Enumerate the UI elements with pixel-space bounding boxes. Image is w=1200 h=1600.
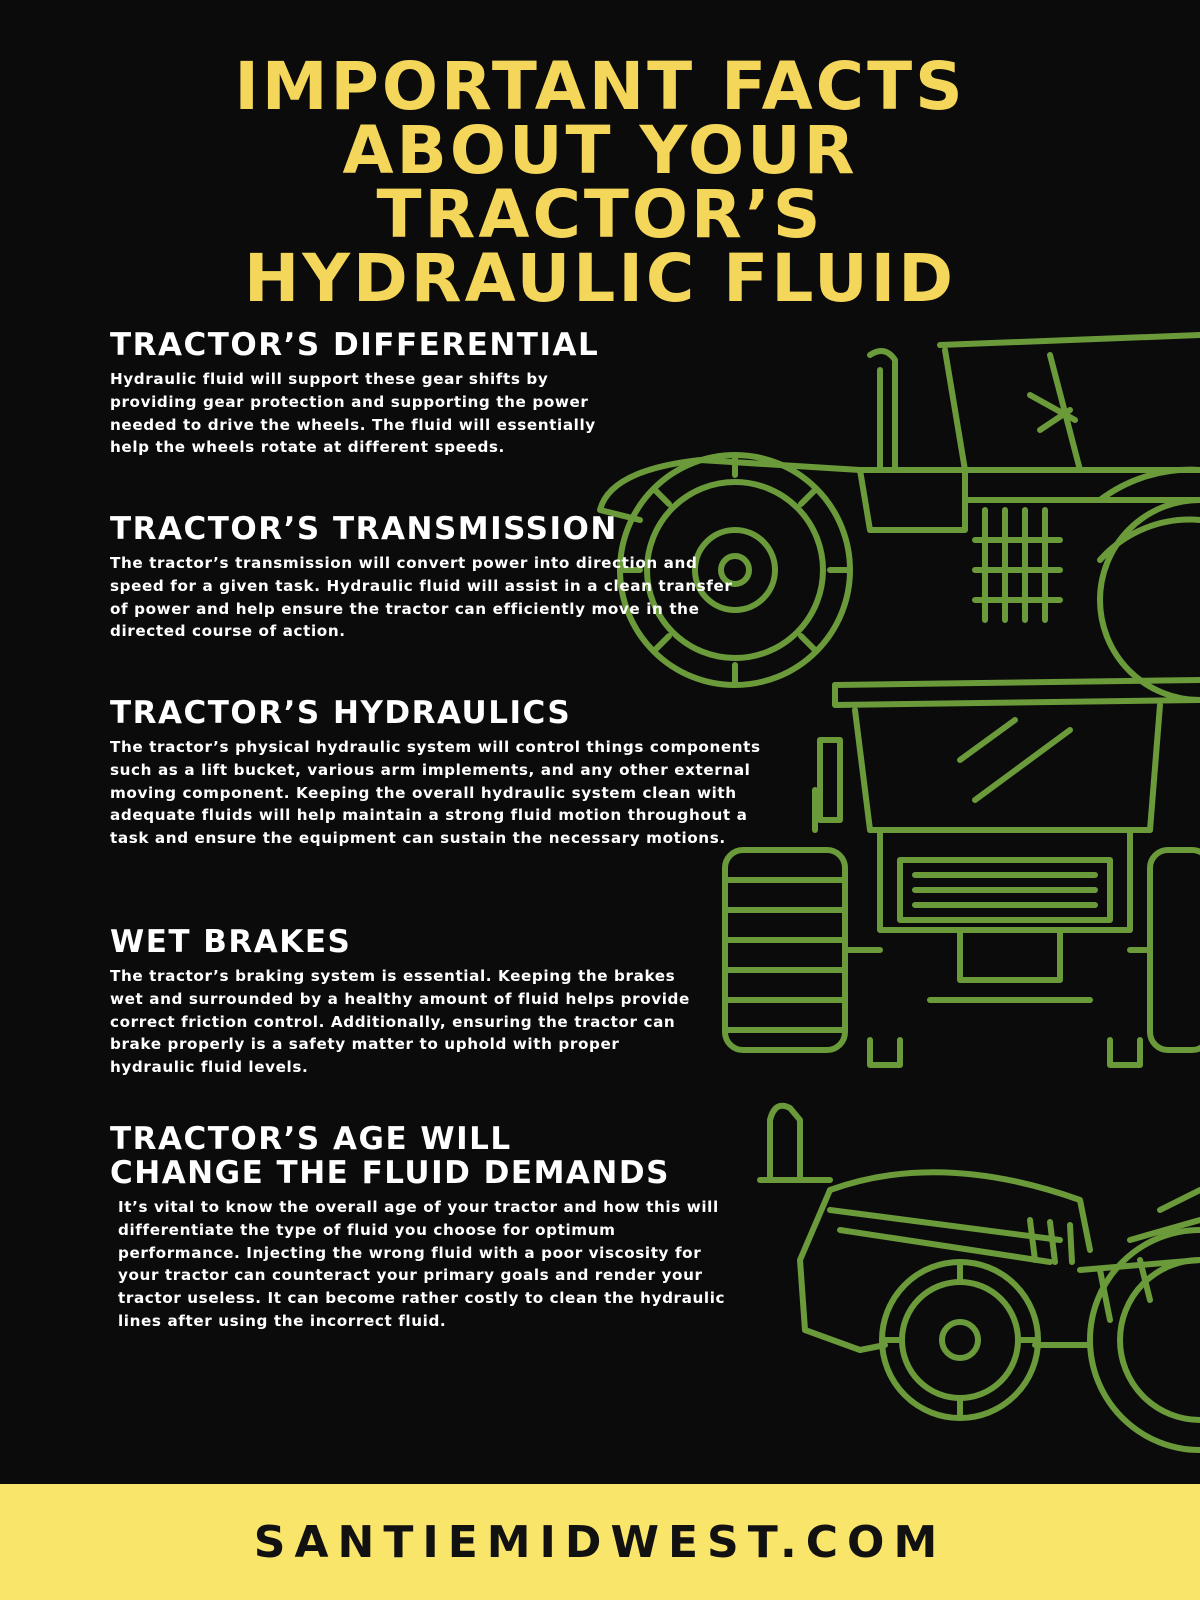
section-heading [110,1122,890,1190]
section-hydraulics [110,696,770,850]
section-heading: WET BRAKES [110,924,352,960]
title-line: HYDRAULIC FLUID [243,240,957,317]
section-heading: TRACTOR’S HYDRAULICS [110,695,572,731]
section-heading: TRACTOR’S TRANSMISSION [110,511,618,547]
section-body: It’s vital to know the overall age of your tractor and how this will differentiate the type of fluid you choose for optimum performance. Injecting the wrong fluid with a poor viscosity for your tractor can counteract your primary goals and render your tractor useless. It can become rather costly to clean the hydraulic lines after using the incorrect fluid. [118,1198,726,1330]
section-wet-brakes [110,925,710,1079]
section-body: The tractor’s physical hydraulic system will control things components such as a lift bucket, various arm implements, and any other external moving component. Keeping the overall hydraulic system clean with adequate fluids will help maintain a strong fluid motion throughout a task and ensure the equipment can sustain the necessary motions. [110,738,761,848]
page-title [0,48,1200,317]
title-line: TRACTOR’S [376,176,824,253]
title-line: IMPORTANT FACTS [234,48,966,125]
section-tractor-age [110,1122,890,1333]
section-body: The tractor’s transmission will convert power into direction and speed for a given task. Hydraulic fluid will assist in a clean transfer of power and help ensure the tractor can efficiently move in the directed course of action. [110,554,733,641]
website-link[interactable]: SANTIEMIDWEST.COM [253,1516,947,1568]
section-transmission [110,512,750,643]
heading-line: TRACTOR’S AGE WILL [110,1121,512,1157]
section-differential [110,328,630,459]
title-line: ABOUT YOUR [342,112,858,189]
section-body: The tractor’s braking system is essential. Keeping the brakes wet and surrounded by a healthy amount of fluid helps provide correct friction control. Additionally, ensuring the tractor can brake properly is a safety matter to uphold with proper hydraulic fluid levels. [110,967,690,1077]
footer-band [0,1484,1200,1600]
section-heading: TRACTOR’S DIFFERENTIAL [110,327,600,363]
section-body: Hydraulic fluid will support these gear shifts by providing gear protection and supporting the power needed to drive the wheels. The fluid will essentially help the wheels rotate at different speeds. [110,370,596,457]
heading-line: CHANGE THE FLUID DEMANDS [110,1155,670,1191]
tractor-front-icon [725,680,1200,1065]
